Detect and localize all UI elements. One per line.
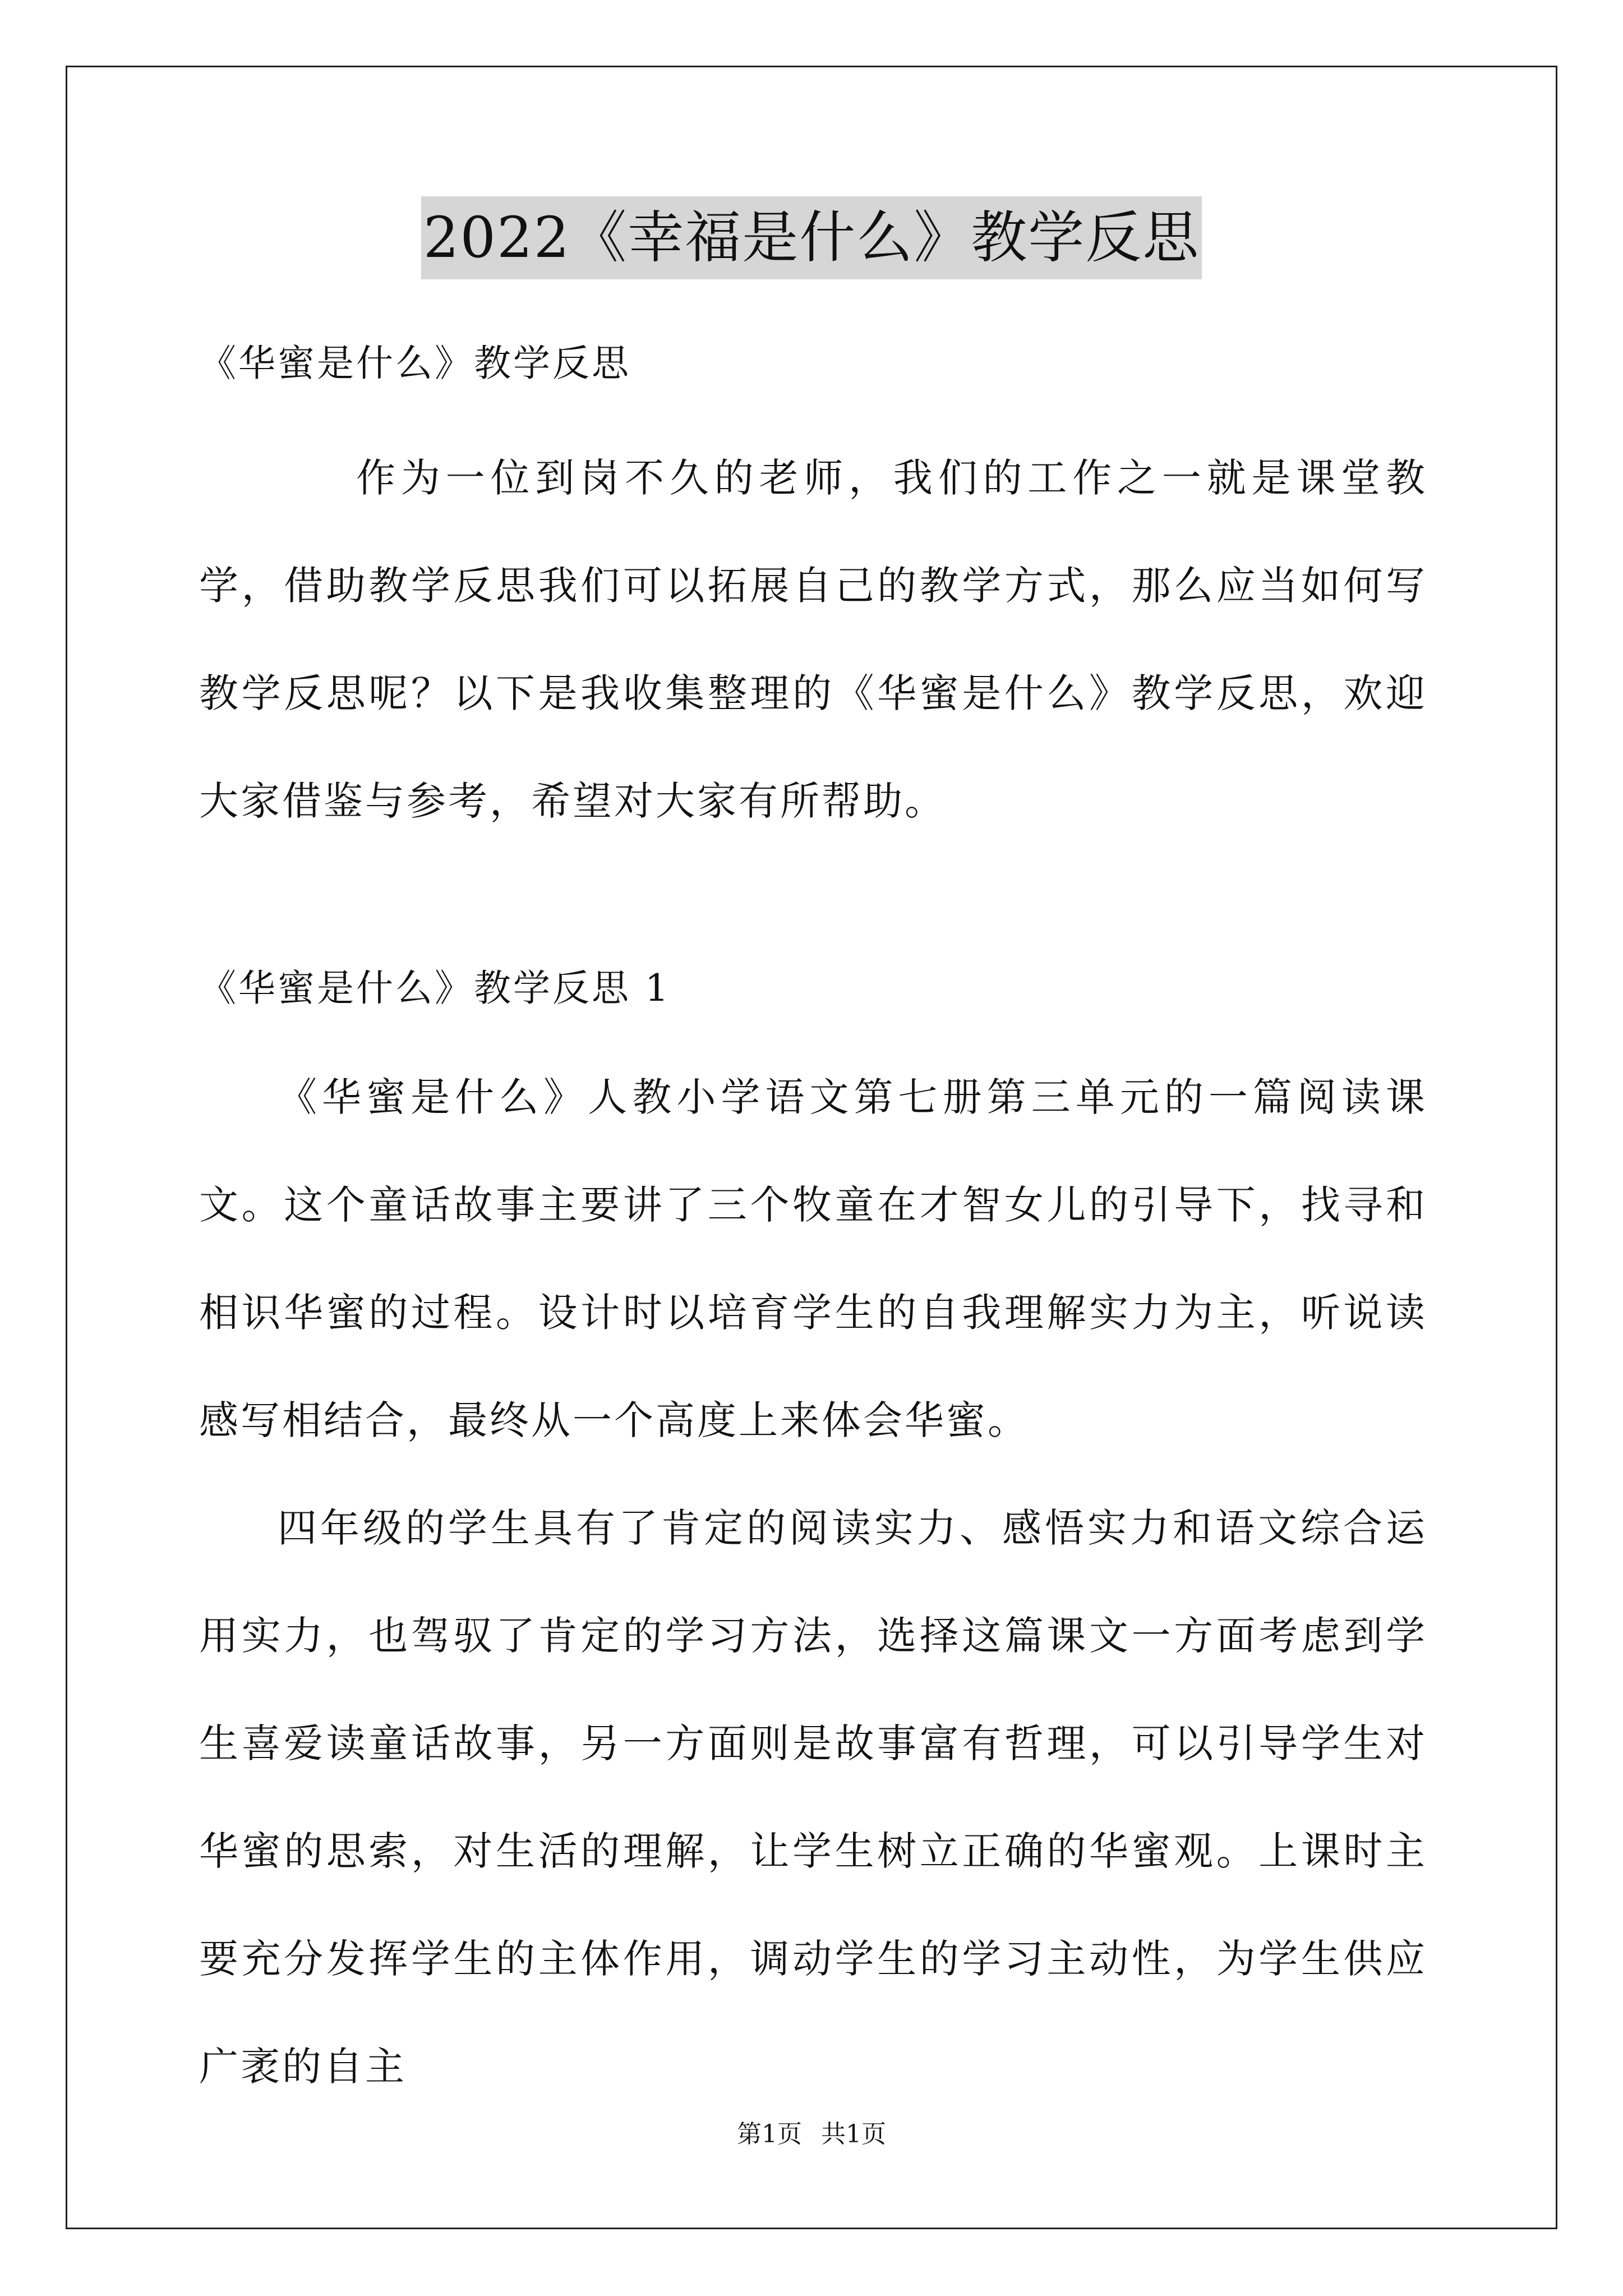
section1-paragraph: 四年级的学生具有了肯定的阅读实力、感悟实力和语文综合运用实力，也驾驭了肯定的学习方法，选择这篇课文一方面考虑到学生喜爱读童话故事，另一方面则是故事富有哲理，可以引导学生对华蜜的思索，对生活的理解，让学生树立正确的华蜜观。上课时主要充分发挥学生的主体作用，调动学生的学习主动性，为学生供应广袤的自主	[199, 1505, 1427, 2090]
intro-paragraph: 作为一位到岗不久的老师，我们的工作之一就是课堂教学，借助教学反思我们可以拓展自己的教学方式，那么应当如何写教学反思呢？以下是我收集整理的《华蜜是什么》教学反思，欢迎大家借鉴与参考，希望对大家有所帮助。	[199, 455, 1427, 824]
document-title: 2022《幸福是什么》教学反思	[421, 196, 1202, 279]
document-body	[199, 337, 1427, 2120]
page-number-total: 共1页	[821, 2120, 886, 2148]
page-footer	[0, 2118, 1623, 2151]
page-number-current: 第1页	[737, 2120, 802, 2148]
intro-subheading: 《华蜜是什么》教学反思	[199, 342, 631, 385]
section1-heading: 《华蜜是什么》教学反思 1	[199, 967, 671, 1010]
title-container	[0, 196, 1623, 279]
section1-paragraph: 《华蜜是什么》人教小学语文第七册第三单元的一篇阅读课文。这个童话故事主要讲了三个牧童在才智女儿的引导下，找寻和相识华蜜的过程。设计时以培育学生的自我理解实力为主，听说读感写相结合，最终从一个高度上来体会华蜜。	[199, 1074, 1427, 1443]
